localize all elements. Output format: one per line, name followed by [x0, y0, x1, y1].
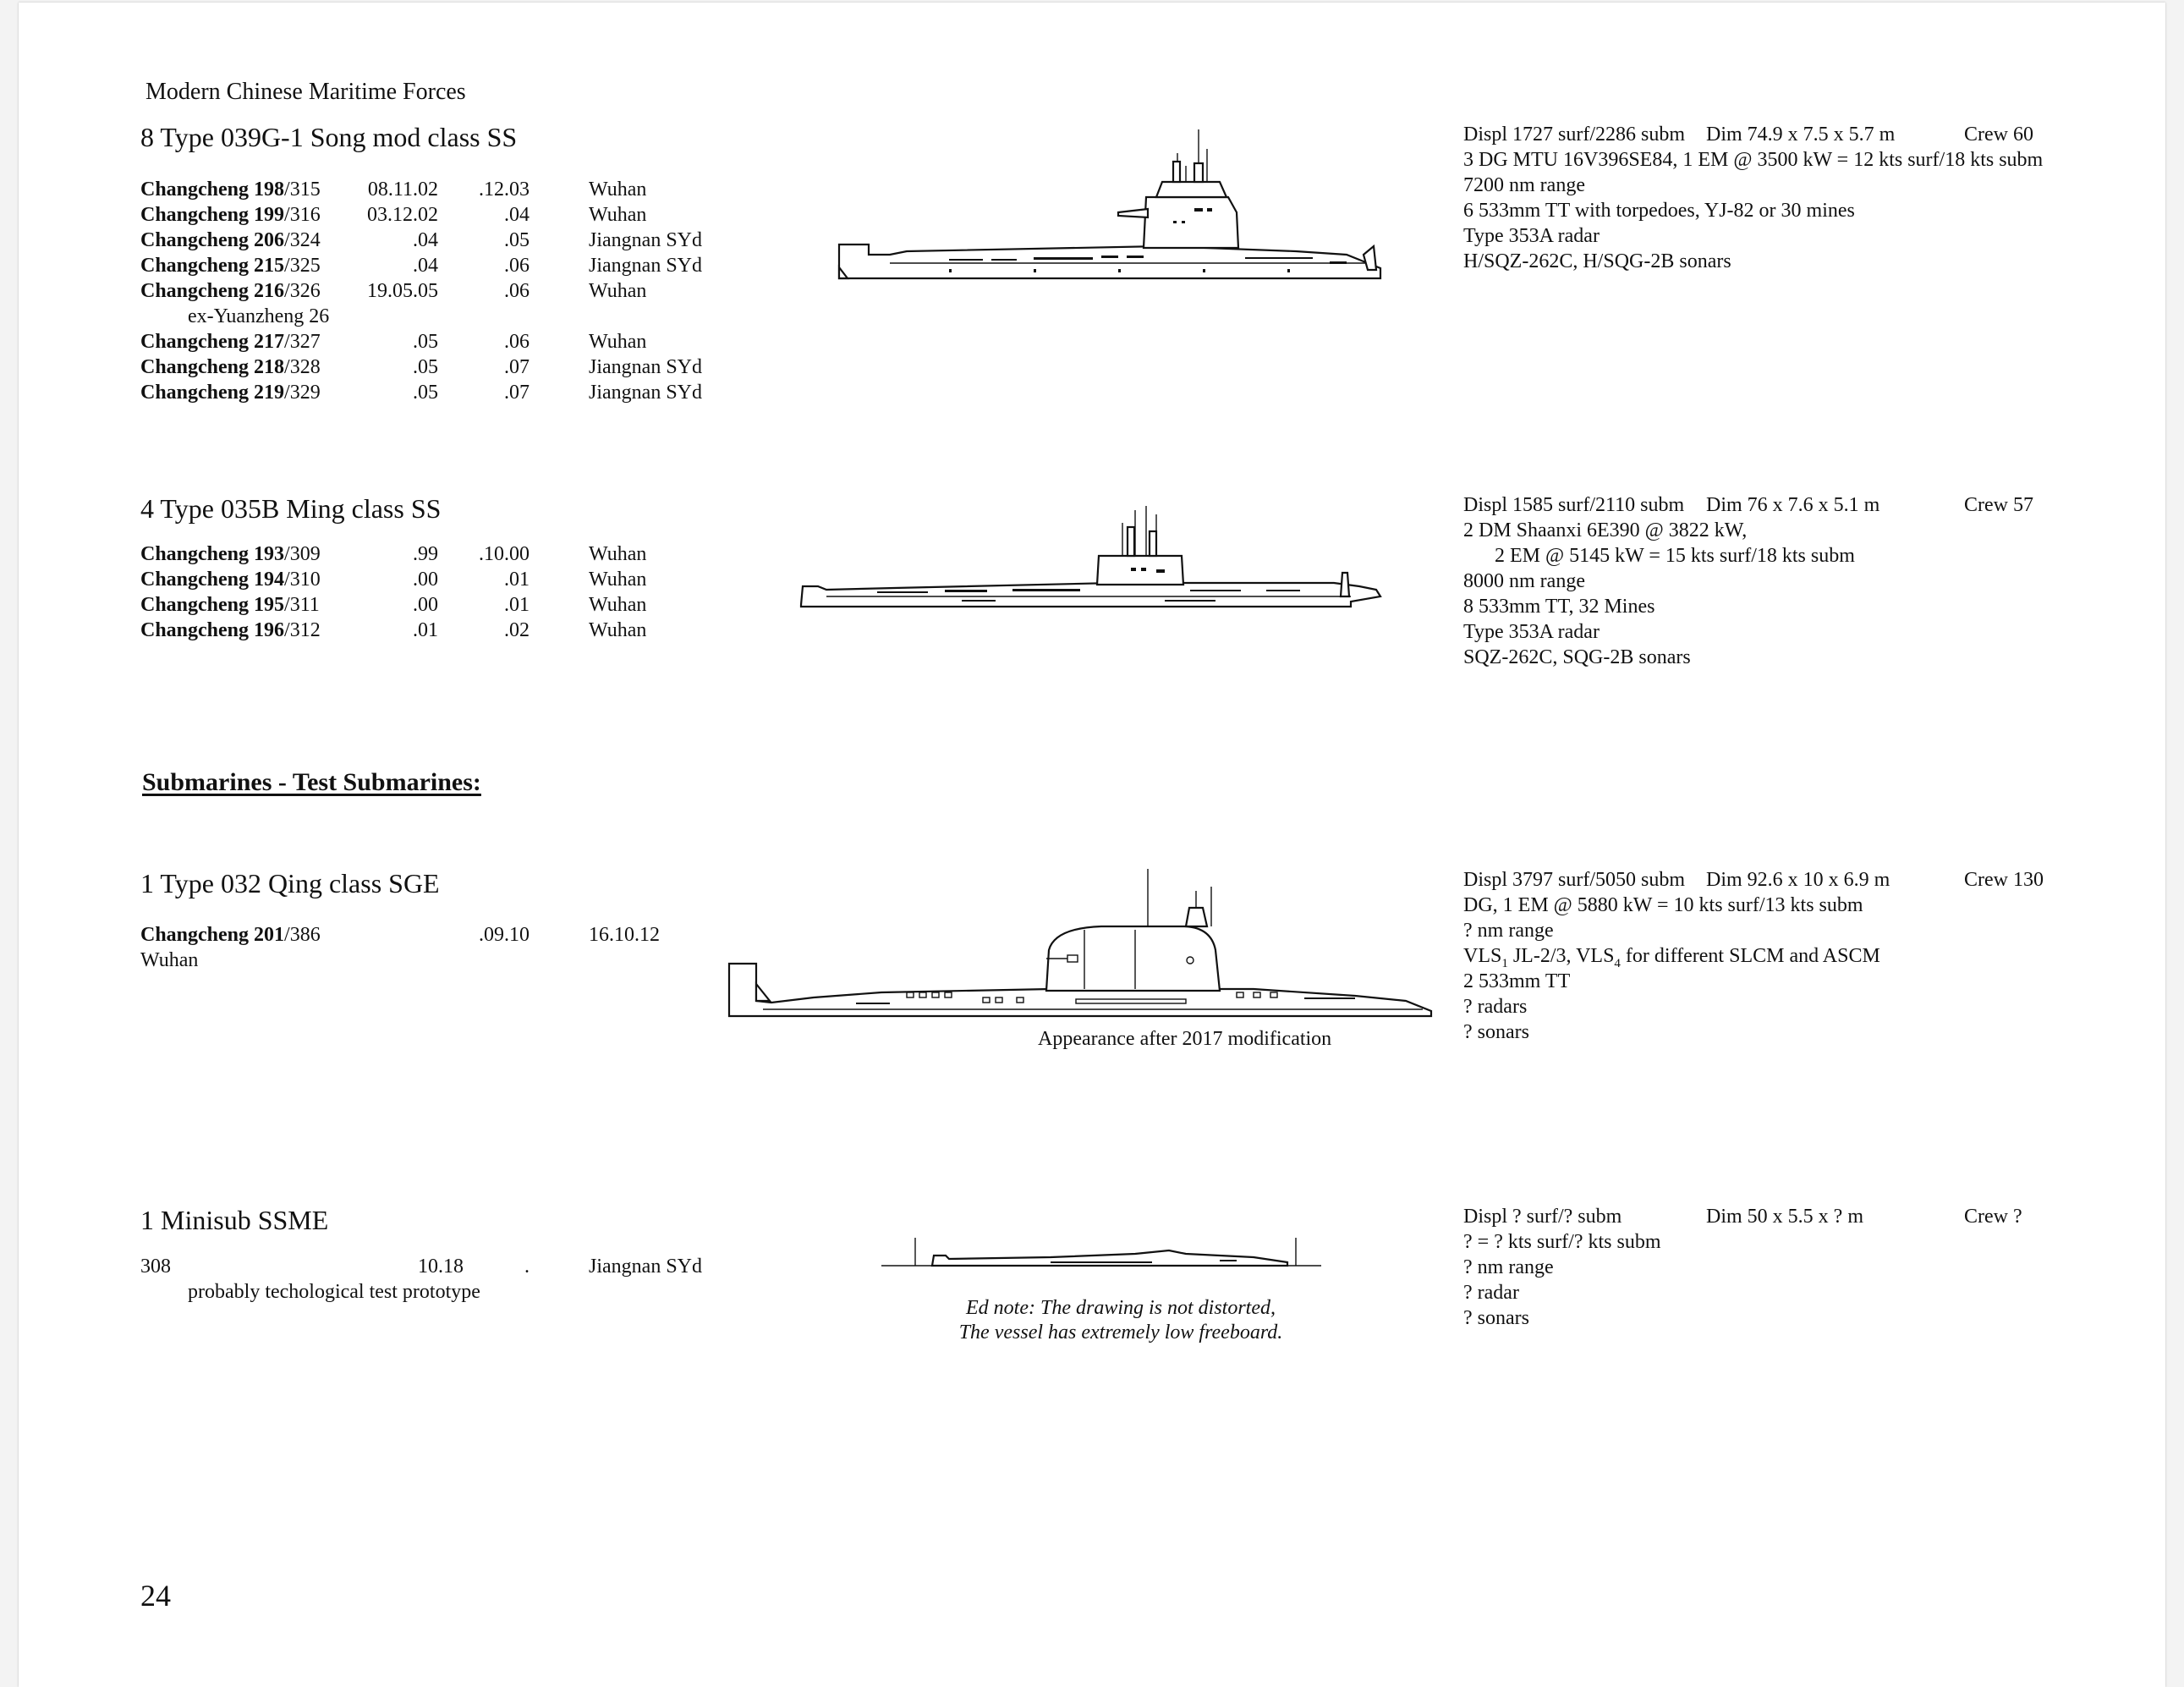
yard: Jiangnan SYd — [589, 1256, 702, 1278]
laid-date: .00 — [413, 594, 438, 616]
spec-line: ? nm range — [1463, 1256, 1554, 1278]
section-title-minisub: 1 Minisub SSME — [140, 1205, 329, 1235]
pennant: /328 — [284, 356, 321, 378]
yard: Jiangnan SYd — [589, 229, 702, 251]
spec-line-vls: $VLS_1$ JL-2/3, $VLS_4$ for different SLCM and ASCM — [1463, 945, 1880, 970]
comm-date: .09.10 — [479, 924, 530, 946]
spec-line: SQZ-262C, SQG-2B sonars — [1463, 646, 1691, 668]
yard: Wuhan — [589, 569, 647, 591]
dimensions: Dim 76 x 7.6 x 5.1 m — [1706, 494, 1880, 516]
yard: Wuhan — [589, 204, 647, 226]
comm-date: .06 — [504, 280, 530, 302]
pennant: /329 — [284, 382, 321, 404]
table-row — [140, 280, 817, 305]
comm-date: .06 — [504, 331, 530, 353]
spec-line: ? sonars — [1463, 1021, 1529, 1043]
laid-date: .00 — [413, 569, 438, 591]
drawing-caption: Appearance after 2017 modification — [1038, 1028, 1332, 1050]
crew: Crew 130 — [1964, 869, 2044, 891]
spec-line: 3 DG MTU 16V396SE84, 1 EM @ 3500 kW = 12 kts surf/18 kts subm — [1463, 149, 2044, 171]
displacement: Displ 1585 surf/2110 subm — [1463, 494, 1685, 516]
laid-date: 19.05.05 — [367, 280, 438, 302]
comm-date: .07 — [504, 382, 530, 404]
dimensions: Dim 74.9 x 7.5 x 5.7 m — [1706, 124, 1896, 146]
section-title-ming: 4 Type 035B Ming class SS — [140, 493, 442, 524]
ship-name: Changcheng 194 — [140, 569, 285, 591]
laid-date: .05 — [413, 356, 438, 378]
yard: Wuhan — [589, 331, 647, 353]
table-row — [140, 331, 817, 356]
pennant: /327 — [284, 331, 321, 353]
date: 16.10.12 — [589, 924, 660, 946]
spec-line: 2 EM @ 5145 kW = 15 kts surf/18 kts subm — [1495, 545, 1855, 567]
running-header: Modern Chinese Maritime Forces — [145, 79, 466, 105]
ship-name: Changcheng 217 — [140, 331, 285, 353]
ship-name: Changcheng 206 — [140, 229, 285, 251]
table-row — [140, 229, 817, 255]
laid-date: .04 — [413, 229, 438, 251]
dimensions: Dim 50 x 5.5 x ? m — [1706, 1206, 1863, 1228]
spec-line: 6 533mm TT with torpedoes, YJ-82 or 30 mines — [1463, 200, 1855, 222]
ming-submarine-drawing — [793, 502, 1393, 612]
spec-line: 8000 nm range — [1463, 570, 1585, 592]
minisub-drawing — [881, 1234, 1321, 1272]
spec-line: Type 353A radar — [1463, 225, 1600, 247]
laid-date: 03.12.02 — [367, 204, 438, 226]
displacement: Displ 3797 surf/5050 subm — [1463, 869, 1686, 891]
comm-date: .02 — [504, 619, 530, 641]
table-row — [140, 619, 817, 645]
ship-name: Changcheng 199 — [140, 204, 285, 226]
yard: Wuhan — [589, 619, 647, 641]
spec-line: 8 533mm TT, 32 Mines — [1463, 596, 1655, 618]
ship-name: Changcheng 215 — [140, 255, 285, 277]
pennant: /309 — [284, 543, 321, 565]
comm-date: .05 — [504, 229, 530, 251]
laid-date: .05 — [413, 382, 438, 404]
spec-line: ? radar — [1463, 1282, 1519, 1304]
table-row — [140, 204, 817, 229]
spec-line: 2 533mm TT — [1463, 970, 1571, 992]
section-heading-test-submarines: Submarines - Test Submarines: — [142, 768, 481, 796]
pennant: /316 — [284, 204, 321, 226]
table-row — [140, 1256, 817, 1281]
table-row — [140, 569, 817, 594]
laid-date: .04 — [413, 255, 438, 277]
yard: Wuhan — [589, 179, 647, 201]
crew: Crew 57 — [1964, 494, 2033, 516]
table-row — [140, 594, 817, 619]
dimensions: Dim 92.6 x 10 x 6.9 m — [1706, 869, 1890, 891]
table-row — [140, 382, 817, 407]
ship-name: Changcheng 218 — [140, 356, 285, 378]
pennant: /312 — [284, 619, 321, 641]
table-row — [140, 356, 817, 382]
yard: Wuhan — [589, 543, 647, 565]
yard: Wuhan — [589, 594, 647, 616]
ship-note: probably techological test prototype — [188, 1281, 480, 1303]
caption-line: Ed note: The drawing is not distorted, — [966, 1297, 1276, 1319]
laid-date: 08.11.02 — [367, 179, 438, 201]
yard: Jiangnan SYd — [589, 356, 702, 378]
ship-name: Changcheng 216 — [140, 280, 285, 302]
section-title-qing: 1 Type 032 Qing class SGE — [140, 868, 440, 898]
table-row — [140, 255, 817, 280]
table-row — [140, 179, 817, 204]
comm-date: . — [524, 1256, 530, 1278]
pennant: /324 — [284, 229, 321, 251]
ship-name: 308 — [140, 1256, 171, 1278]
spec-line: Type 353A radar — [1463, 621, 1600, 643]
comm-date: .06 — [504, 255, 530, 277]
ship-name: Changcheng 195 — [140, 594, 285, 616]
caption-line: The vessel has extremely low freeboard. — [958, 1322, 1283, 1344]
pennant: /325 — [284, 255, 321, 277]
table-row — [140, 543, 817, 569]
ship-name: Changcheng 219 — [140, 382, 285, 404]
laid-date: .01 — [413, 619, 438, 641]
displacement: Displ ? surf/? subm — [1463, 1206, 1622, 1228]
document-page — [19, 3, 2165, 1687]
crew: Crew 60 — [1964, 124, 2033, 146]
spec-line: 2 DM Shaanxi 6E390 @ 3822 kW, — [1463, 519, 1748, 541]
laid-date: 10.18 — [418, 1256, 464, 1278]
yard: Jiangnan SYd — [589, 255, 702, 277]
comm-date: .12.03 — [479, 179, 530, 201]
ship-name: Changcheng 201 — [140, 924, 285, 946]
yard: Wuhan — [589, 280, 647, 302]
displacement: Displ 1727 surf/2286 subm — [1463, 124, 1686, 146]
qing-submarine-drawing — [712, 874, 1440, 1022]
pennant: /310 — [284, 569, 321, 591]
page-number: 24 — [140, 1579, 171, 1613]
song-submarine-drawing — [822, 128, 1414, 284]
spec-line: ? nm range — [1463, 920, 1554, 942]
pennant: /311 — [284, 594, 320, 616]
pennant: /326 — [284, 280, 321, 302]
crew: Crew ? — [1964, 1206, 2022, 1228]
comm-date: .04 — [504, 204, 530, 226]
laid-date: .99 — [413, 543, 438, 565]
yard: Wuhan — [140, 949, 199, 971]
ship-note: ex-Yuanzheng 26 — [188, 305, 330, 327]
yard: Jiangnan SYd — [589, 382, 702, 404]
comm-date: .07 — [504, 356, 530, 378]
drawing-caption — [922, 1297, 1320, 1344]
ship-name: Changcheng 196 — [140, 619, 285, 641]
spec-line: H/SQZ-262C, H/SQG-2B sonars — [1463, 250, 1731, 272]
ship-name: Changcheng 193 — [140, 543, 285, 565]
spec-line: 7200 nm range — [1463, 174, 1585, 196]
spec-line: ? = ? kts surf/? kts subm — [1463, 1231, 1661, 1253]
section-title-song: 8 Type 039G-1 Song mod class SS — [140, 122, 518, 152]
spec-line: ? radars — [1463, 996, 1528, 1018]
pennant: /386 — [284, 924, 321, 946]
pennant: /315 — [284, 179, 321, 201]
comm-date: .01 — [504, 594, 530, 616]
ship-name: Changcheng 198 — [140, 179, 285, 201]
comm-date: .10.00 — [479, 543, 530, 565]
laid-date: .05 — [413, 331, 438, 353]
spec-line: ? sonars — [1463, 1307, 1529, 1329]
spec-line: DG, 1 EM @ 5880 kW = 10 kts surf/13 kts subm — [1463, 894, 1863, 916]
comm-date: .01 — [504, 569, 530, 591]
